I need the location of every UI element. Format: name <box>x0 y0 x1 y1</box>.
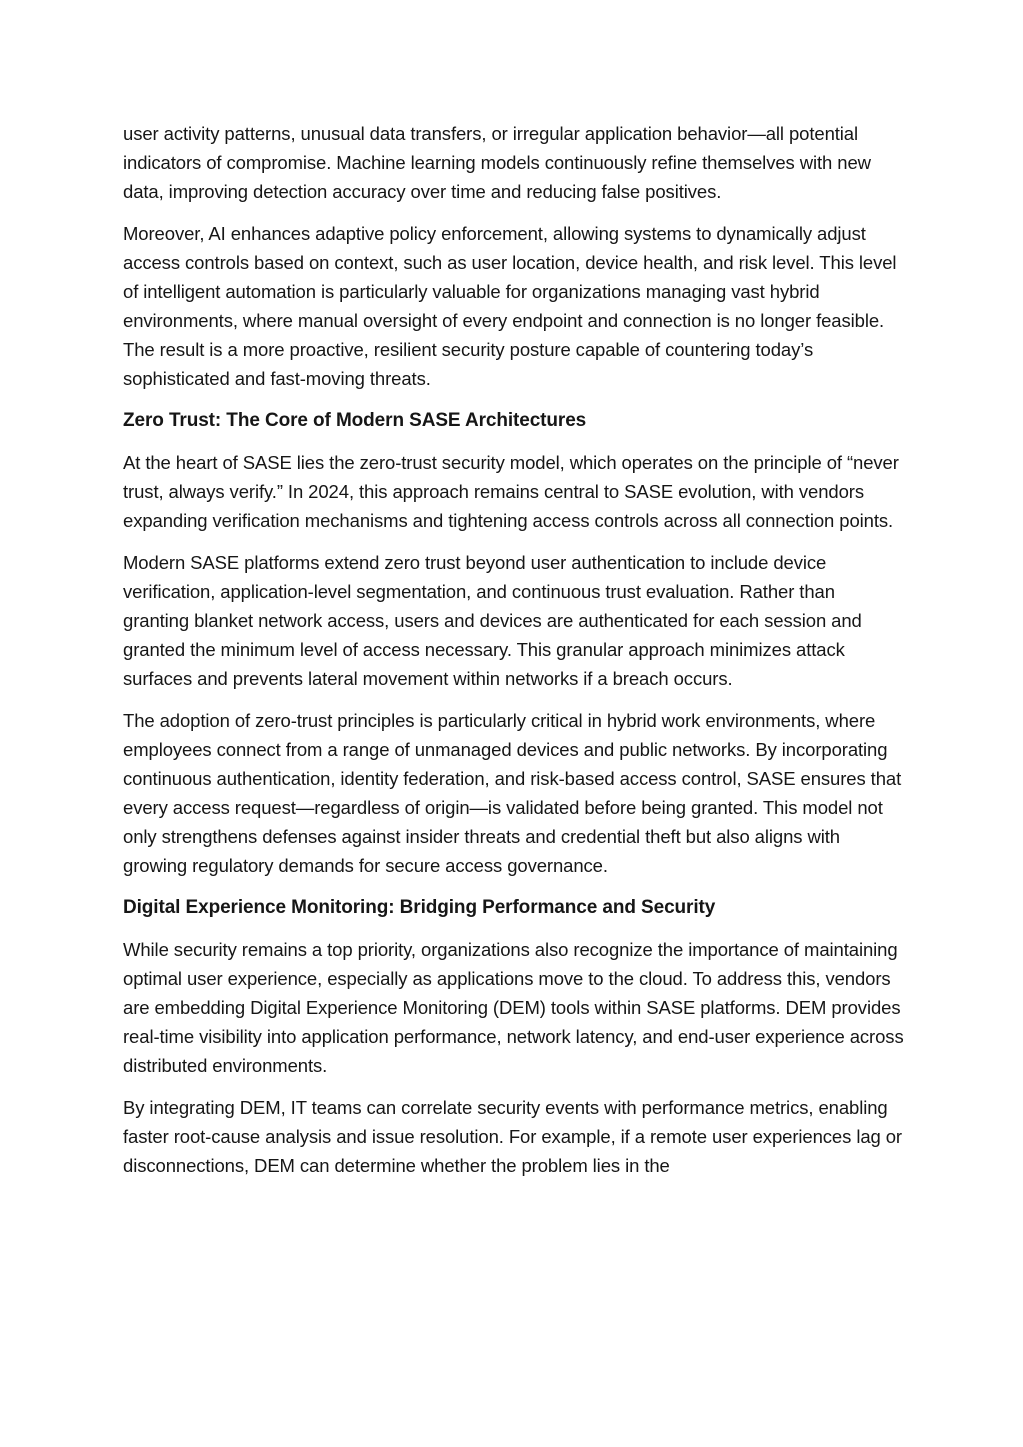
body-paragraph: By integrating DEM, IT teams can correlate security events with performance metrics, enabling faster root-cause analysis and issue resolution. For example, if a remote user experiences lag or disconnections, DEM can determine whether the problem lies in the <box>123 1097 902 1176</box>
body-paragraph: At the heart of SASE lies the zero-trust security model, which operates on the principle of “never trust, always verify.” In 2024, this approach remains central to SASE evolution, with vendors expanding verification mechanisms and tightening access controls across all connection points. <box>123 452 899 531</box>
body-paragraph: While security remains a top priority, organizations also recognize the importance of maintaining optimal user experience, especially as applications move to the cloud. To address this, vendors are embedding Digital Experience Monitoring (DEM) tools within SASE platforms. DEM provides real-time visibility into application performance, network latency, and end-user experience across distributed environments. <box>123 939 904 1076</box>
section-heading-zero-trust: Zero Trust: The Core of Modern SASE Architectures <box>123 410 587 431</box>
body-paragraph: Moreover, AI enhances adaptive policy enforcement, allowing systems to dynamically adjust access controls based on context, such as user location, device health, and risk level. This level of intelligent automation is particularly valuable for organizations managing vast hybrid environments, where manual oversight of every endpoint and connection is no longer feasible. The result is a more proactive, resilient security posture capable of countering today’s sophisticated and fast-moving threats. <box>123 223 897 389</box>
text-column <box>123 119 904 1193</box>
section-heading-dem: Digital Experience Monitoring: Bridging Performance and Security <box>123 897 716 918</box>
body-paragraph: user activity patterns, unusual data transfers, or irregular application behavior—all potential indicators of compromise. Machine learning models continuously refine themselves with new data, improving detection accuracy over time and reducing false positives. <box>123 123 871 202</box>
body-paragraph: The adoption of zero-trust principles is particularly critical in hybrid work environments, where employees connect from a range of unmanaged devices and public networks. By incorporating continuous authentication, identity federation, and risk-based access control, SASE ensures that every access request—regardless of origin—is validated before being granted. This model not only strengthens defenses against insider threats and credential theft but also aligns with growing regulatory demands for secure access governance. <box>123 710 902 876</box>
body-paragraph: Modern SASE platforms extend zero trust beyond user authentication to include device verification, application-level segmentation, and continuous trust evaluation. Rather than granting blanket network access, users and devices are authenticated for each session and granted the minimum level of access necessary. This granular approach minimizes attack surfaces and prevents lateral movement within networks if a breach occurs. <box>123 552 862 689</box>
